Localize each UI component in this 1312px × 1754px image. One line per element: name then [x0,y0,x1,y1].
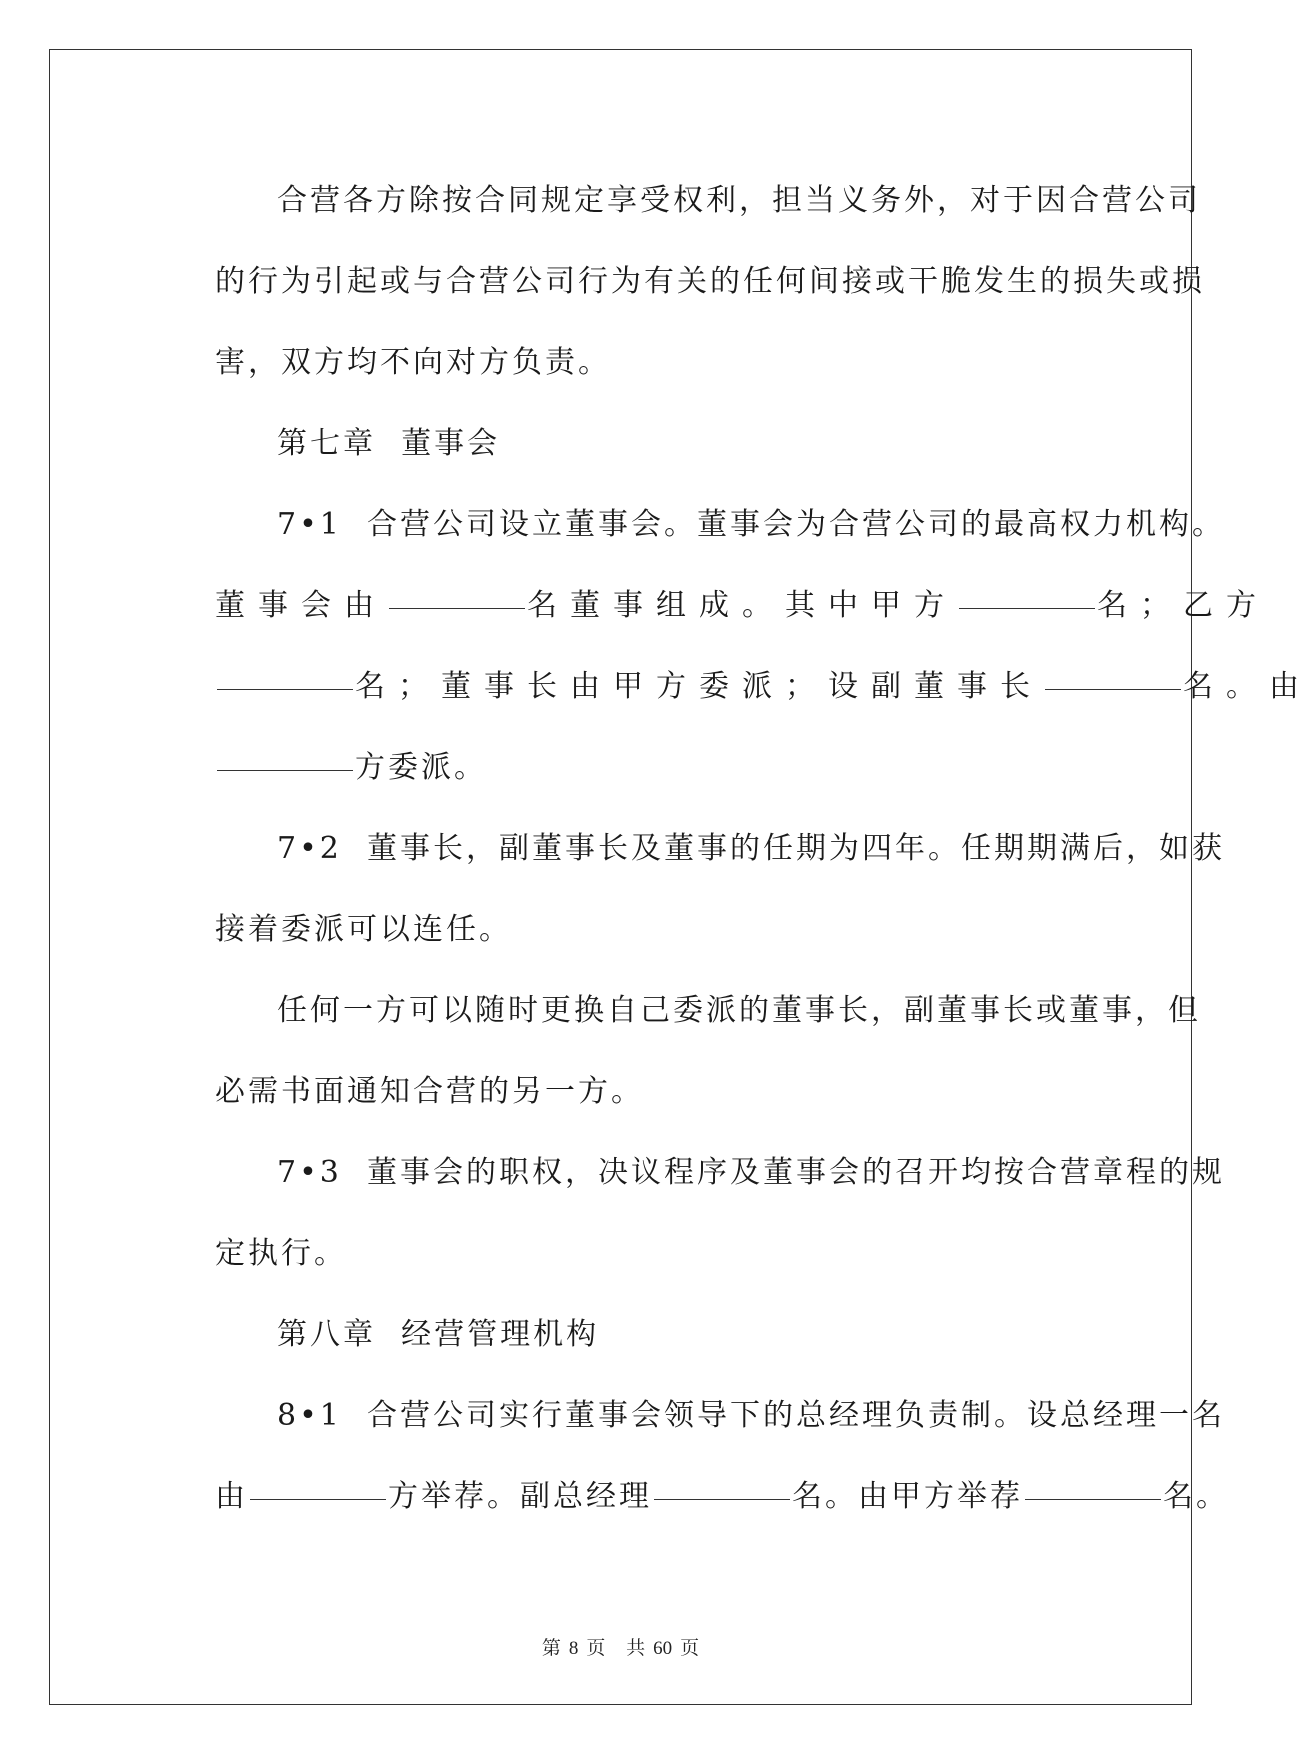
page-label: 第 [541,1638,561,1659]
total-number: 60 [653,1638,673,1659]
page-unit: 页 [586,1638,606,1659]
clause-7-2 [153,808,1225,970]
fill-in-blank[interactable] [1045,688,1181,690]
fill-in-blank[interactable] [1025,1498,1161,1500]
chapter-8-heading [153,1294,1093,1375]
text-line: 7•2 董事长，副董事长及董事的任期为四年。任期期满后，如获 [277,831,1225,866]
document-body [153,160,1312,1537]
text-line: 8•1 合营公司实行董事会领导下的总经理负责制。设总经理一名 [277,1398,1225,1433]
text-segment: 名。由 [1183,669,1312,704]
page-footer [0,1633,1241,1660]
text-line [153,646,1312,727]
chapter-title: 第八章 经营管理机构 [277,1317,600,1352]
text-line: 7•3 董事会的职权，决议程序及董事会的召开均按合营章程的规 [277,1155,1225,1190]
fill-in-blank[interactable] [389,607,525,609]
text-segment: 名董事组成。其中甲方 [527,588,957,623]
chapter-7-heading [153,403,1093,484]
page-number: 8 [568,1638,579,1659]
text-line: 合营各方除按合同规定享受权利，担当义务外，对于因合营公司 [277,183,1201,218]
text-segment: 董事会由 [215,588,387,623]
fill-in-blank[interactable] [217,769,353,771]
text-line: 的行为引起或与合营公司行为有关的任何间接或干脆发生的损失或损 [215,264,1205,299]
fill-in-blank[interactable] [250,1498,386,1500]
fill-in-blank[interactable] [217,688,353,690]
text-line [153,1456,1229,1537]
text-segment: 名；董事长由甲方委派；设副董事长 [355,669,1043,704]
text-line [153,565,1269,646]
clause-7-1 [153,484,1312,808]
text-segment: 方举荐。副总经理 [388,1479,652,1514]
total-pages-indicator [622,1638,703,1659]
text-line: 7•1 合营公司设立董事会。董事会为合营公司的最高权力机构。 [277,507,1225,542]
fill-in-blank[interactable] [959,607,1095,609]
paragraph-liability [153,160,1205,403]
text-segment: 方委派。 [355,750,487,785]
text-line: 必需书面通知合营的另一方。 [215,1074,644,1109]
text-line: 害，双方均不向对方负责。 [215,345,611,380]
text-segment: 名。由甲方举荐 [792,1479,1023,1514]
text-line [153,727,1093,808]
clause-7-2-replacement [153,970,1201,1132]
text-segment: 由 [215,1479,248,1514]
clause-7-3 [153,1132,1225,1294]
total-unit: 页 [680,1638,700,1659]
page-indicator [538,1638,610,1659]
text-segment: 名。 [1163,1479,1229,1514]
fill-in-blank[interactable] [654,1498,790,1500]
text-segment: 名；乙方 [1097,588,1269,623]
text-line: 接着委派可以连任。 [215,912,512,947]
text-line: 任何一方可以随时更换自己委派的董事长，副董事长或董事，但 [277,993,1201,1028]
total-label: 共 [626,1638,646,1659]
clause-8-1 [153,1375,1229,1537]
chapter-title: 第七章 董事会 [277,426,501,461]
text-line: 定执行。 [215,1236,347,1271]
